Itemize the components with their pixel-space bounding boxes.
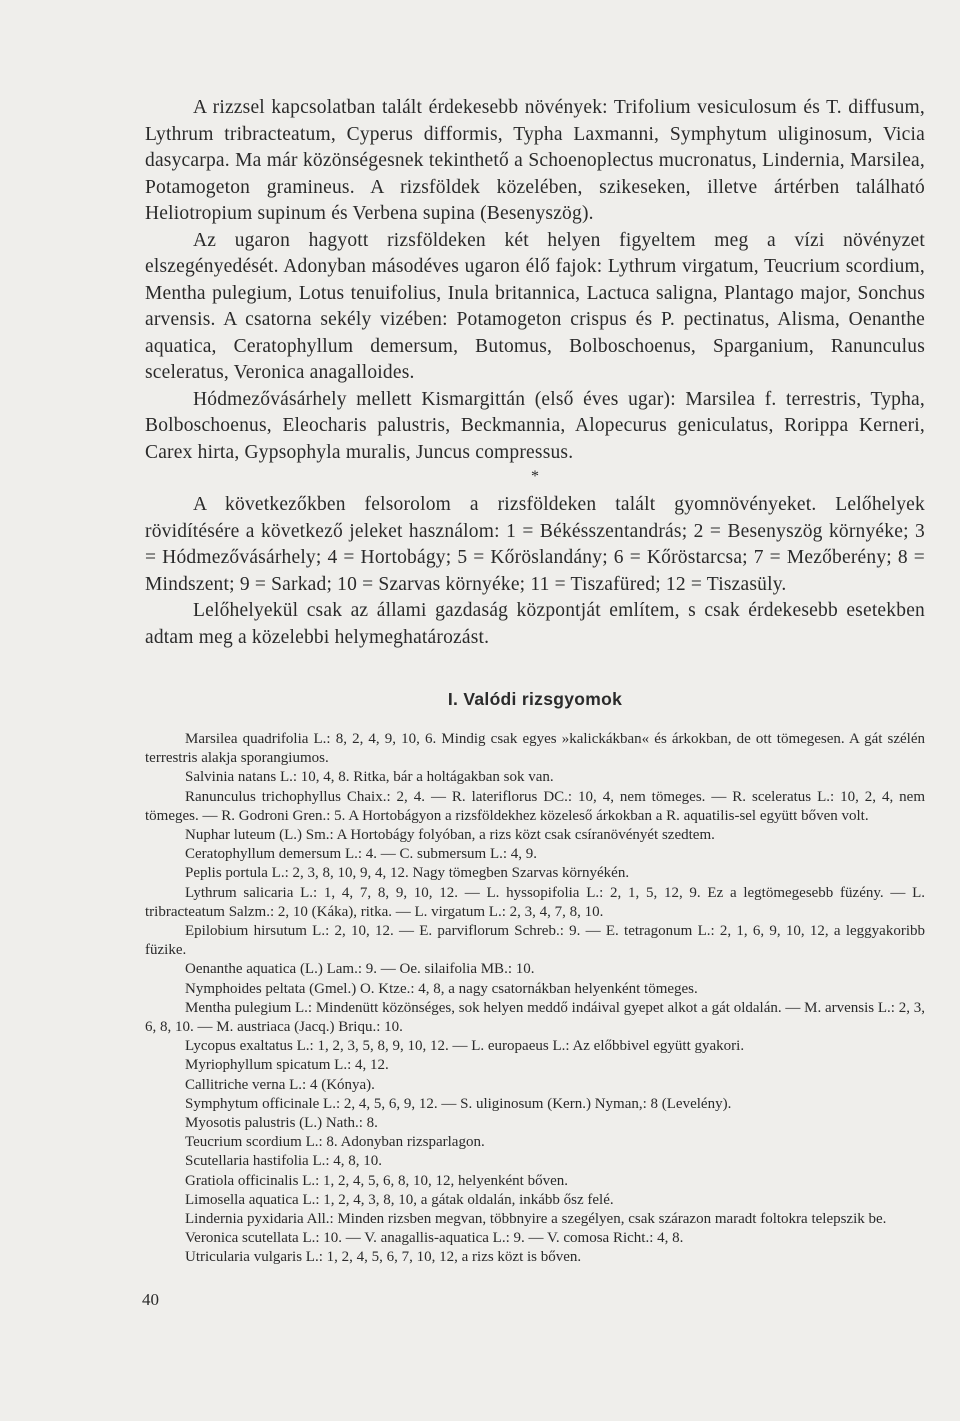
- species-entry-gratiola: Gratiola officinalis L.: 1, 2, 4, 5, 6, 8, 10, 12, helyenként bőven.: [185, 1172, 568, 1189]
- species-entry-salvinia: Salvinia natans L.: 10, 4, 8. Ritka, bár a holtágakban sok van.: [185, 769, 554, 786]
- species-entry-utricularia: Utricularia vulgaris L.: 1, 2, 4, 5, 6, 7, 10, 12, a rizs közt is bőven.: [185, 1249, 582, 1266]
- species-entry-myriophyllum: Myriophyllum spicatum L.: 4, 12.: [185, 1057, 389, 1074]
- species-entry-teucrium: Teucrium scordium L.: 8. Adonyban rizsparlagon.: [185, 1134, 485, 1151]
- paragraph-intro: A rizzsel kapcsolatban talált érdekesebb növények: Trifolium vesiculosum és T. diffusum, Lythrum tribracteatum, Cyperus difformis, Typha Laxmanni, Symphytum uliginosum, Vicia dasycarpa. Ma már közönségesnek tekinthető a Schoenoplectus mucronatus, Lindernia, Marsilea, Potamogeton gramineus. A rizsföldek közelében, szikeseken, illetve ártérben található Heliotropium supinum és Verbena supina (Besenyszög).: [145, 97, 925, 224]
- species-entry-lythrum: Lythrum salicaria L.: 1, 4, 7, 8, 9, 10, 12. — L. hyssopifolia L.: 2, 1, 5, 12, 9. Ez a legtömegesebb füzény. — L. tribracteatum Salzm.: 2, 10 (Káka), ritka. — L. virgatum L.: 2, 3, 4, 7, 8, 10.: [145, 884, 925, 920]
- species-entry-limosella: Limosella aquatica L.: 1, 2, 4, 3, 8, 10, a gátak oldalán, inkább ősz felé.: [185, 1191, 614, 1208]
- species-entry-mentha: Mentha pulegium L.: Mindenütt közönséges, sok helyen meddő indáival gyepet alkot a gát oldalán. — M. arvensis L.: 2, 3, 6, 8, 10. — M. austriaca (Jacq.) Briqu.: 10.: [145, 999, 925, 1036]
- paragraph-fallow: Az ugaron hagyott rizsföldeken két helyen figyeltem meg a vízi növényzet elszegényedését. Adonyban másodéves ugaron élő fajok: Lythrum virgatum, Teucrium scordium, Mentha pulegium, Lotus tenuifolius, Inula britannica, Lactuca saligna, Plantago major, Sonchus arvensis. A csatorna sekély vizében: Potamogeton crispus és P. pectinatus, Alisma, Oenanthe aquatica, Ceratophyllum demersum, Butomus, Bolboschoenus, Sparganium, Ranunculus sceleratus, Veronica anagalloides.: [145, 229, 925, 383]
- paragraph-location-note: Lelőhelyekül csak az állami gazdaság központját említem, s csak érdekesebb esetekben adtam meg a közelebbi helymeghatározást.: [145, 600, 925, 648]
- species-entry-oenanthe: Oenanthe aquatica (L.) Lam.: 9. — Oe. silaifolia MB.: 10.: [185, 961, 535, 978]
- species-entry-ceratophyllum: Ceratophyllum demersum L.: 4. — C. submersum L.: 4, 9.: [185, 846, 538, 863]
- species-entry-epilobium: Epilobium hirsutum L.: 2, 10, 12. — E. parviflorum Schreb.: 9. — E. tetragonum L.: 2, 1, 6, 9, 10, 12, a leggyakoribb füzike.: [145, 923, 925, 959]
- species-entry-nuphar: Nuphar luteum (L.) Sm.: A Hortobágy folyóban, a rizs közt csak csíranövényét szedtem.: [185, 827, 715, 844]
- section-separator: *: [531, 468, 539, 485]
- species-entry-peplis: Peplis portula L.: 2, 3, 8, 10, 9, 4, 12. Nagy tömegben Szarvas környékén.: [185, 865, 630, 882]
- species-entry-lindernia: Lindernia pyxidaria All.: Minden rizsben megvan, többnyire a szegélyen, csak szárazon maradt foltokra telepszik be.: [185, 1211, 887, 1228]
- species-entry-veronica: Veronica scutellata L.: 10. — V. anagallis-aquatica L.: 9. — V. comosa Richt.: 4, 8.: [185, 1230, 684, 1247]
- page-number: 40: [142, 1290, 159, 1309]
- species-entry-symphytum: Symphytum officinale L.: 2, 4, 5, 6, 9, 12. — S. uliginosum (Kern.) Nyman,: 8 (Levelény).: [185, 1095, 732, 1112]
- species-entry-lycopus: Lycopus exaltatus L.: 1, 2, 3, 5, 8, 9, 10, 12. — L. europaeus L.: Az előbbivel együtt gyakori.: [185, 1038, 745, 1055]
- species-entry-ranunculus: Ranunculus trichophyllus Chaix.: 2, 4. — R. lateriflorus DC.: 10, 4, nem tömeges. — R. sceleratus L.: 10, 2, 4, nem tömeges. — R. Godroni Gren.: 5. A Hortobágyon a rizsföldekhez közeleső árkokban a R. aquatilis-sel együtt bőven volt.: [145, 788, 925, 824]
- paragraph-kismargitta: Hódmezővásárhely mellett Kismargittán (első éves ugar): Marsilea f. terrestris, Typha, Bolboschoenus, Eleocharis palustris, Beckmannia, Alopecurus geniculatus, Rorippa Kerneri, Carex hirta, Gypsophyla muralis, Juncus compressus.: [145, 388, 925, 463]
- species-entry-callitriche: Callitriche verna L.: 4 (Kónya).: [185, 1076, 375, 1093]
- page-body: [145, 95, 925, 1268]
- species-list: [145, 730, 925, 1268]
- species-entry-nymphoides: Nymphoides peltata (Gmel.) O. Ktze.: 4, 8, a nagy csatornákban helyenként tömeges.: [185, 980, 698, 997]
- section-title: I. Valódi rizsgyomok: [447, 689, 623, 709]
- species-entry-marsilea: Marsilea quadrifolia L.: 8, 2, 4, 9, 10, 6. Mindig csak egyes »kalickákban« és árkokban, de ott tömegesen. A gát szélén terrestris alakja sporangiumos.: [145, 731, 925, 767]
- paragraph-locations: A következőkben felsorolom a rizsföldeken talált gyomnövényeket. Lelőhelyek rövidítésére a következő jeleket használom: 1 = Békésszentandrás; 2 = Besenyszög környéke; 3 = Hódmezővásárhely; 4 = Hortobágy; 5 = Kőröslandány; 6 = Kőröstarcsa; 7 = Mezőberény; 8 = Mindszent; 9 = Sarkad; 10 = Szarvas környéke; 11 = Tiszafüred; 12 = Tiszasüly.: [145, 494, 925, 595]
- species-entry-scutellaria: Scutellaria hastifolia L.: 4, 8, 10.: [185, 1153, 383, 1170]
- species-entry-myosotis: Myosotis palustris (L.) Nath.: 8.: [185, 1115, 378, 1132]
